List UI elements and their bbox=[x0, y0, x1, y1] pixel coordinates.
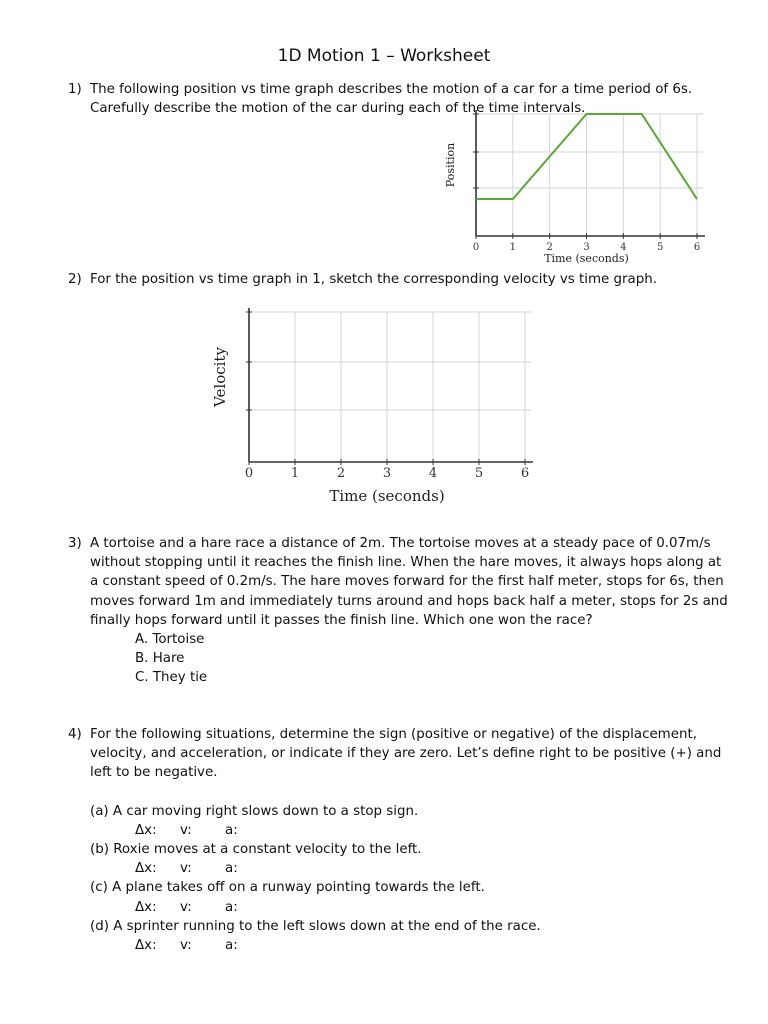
question-text: The following position vs time graph describes the motion of a car for a time period of 6s. Carefully describe the motion of the car during each of the time intervals. bbox=[90, 82, 693, 117]
answer-row-a bbox=[135, 821, 728, 840]
question-number: 3) bbox=[68, 536, 82, 551]
answer-option-c: C. They tie bbox=[135, 670, 208, 686]
x-tick-label: 4 bbox=[428, 466, 438, 481]
velocity-label: v: bbox=[180, 899, 192, 915]
x-tick-label: 5 bbox=[656, 242, 664, 253]
x-axis-label: Time (seconds) bbox=[329, 487, 445, 505]
acceleration-label: a: bbox=[225, 899, 238, 915]
acceleration-label: a: bbox=[225, 861, 238, 877]
displacement-label: Δx: bbox=[135, 938, 157, 954]
displacement-label: Δx: bbox=[135, 861, 157, 877]
velocity-label: v: bbox=[180, 861, 192, 877]
x-tick-label: 2 bbox=[336, 466, 346, 481]
situation-a: (a) A car moving right slows down to a stop sign. bbox=[90, 803, 419, 819]
displacement-label: Δx: bbox=[135, 822, 157, 838]
x-tick-label: 1 bbox=[290, 466, 300, 481]
situation-b: (b) Roxie moves at a constant velocity to the left. bbox=[90, 842, 422, 858]
question-text: A tortoise and a hare race a distance of 2m. The tortoise moves at a steady pace of 0.07m/s without stopping until it reaches the finish line. When the hare moves, it always hops along at a constant speed of 0.2m/s. The hare moves forward for the first half meter, stops for 6s, then moves forward 1m and immediately turns around and hops back half a meter, stops for 2s and finally hops forward until it passes the finish line. Which one won the race? bbox=[90, 536, 728, 628]
answer-row-b bbox=[135, 859, 728, 878]
x-tick-label: 4 bbox=[620, 242, 627, 253]
x-tick-label: 2 bbox=[546, 242, 553, 253]
x-tick-label: 5 bbox=[474, 466, 484, 481]
question-number: 2) bbox=[68, 272, 82, 287]
question-text: For the position vs time graph in 1, sketch the corresponding velocity vs time graph. bbox=[90, 272, 658, 287]
x-tick-label: 3 bbox=[583, 242, 590, 253]
question-text: For the following situations, determine the sign (positive or negative) of the displacement, velocity, and acceleration, or indicate if they are zero. Let’s define right to be positive (+) and left to be negative. bbox=[90, 727, 722, 781]
velocity-label: v: bbox=[180, 822, 192, 838]
y-axis-label: Position bbox=[444, 142, 457, 188]
answer-option-a: A. Tortoise bbox=[135, 632, 205, 648]
question-number: 4) bbox=[68, 727, 82, 742]
answer-row-c bbox=[135, 898, 728, 917]
question-2 bbox=[68, 270, 728, 289]
x-tick-label: 6 bbox=[693, 242, 701, 253]
question-number: 1) bbox=[68, 82, 82, 97]
worksheet-title: 1D Motion 1 – Worksheet bbox=[277, 46, 491, 66]
x-tick-label: 3 bbox=[382, 466, 392, 481]
y-axis-label: Velocity bbox=[211, 347, 229, 407]
displacement-label: Δx: bbox=[135, 899, 157, 915]
acceleration-label: a: bbox=[225, 938, 238, 954]
x-tick-label: 6 bbox=[520, 466, 530, 481]
answer-row-d bbox=[135, 936, 728, 955]
velocity-label: v: bbox=[180, 938, 192, 954]
x-tick-label: 0 bbox=[244, 466, 254, 481]
answer-option-b: B. Hare bbox=[135, 651, 185, 667]
x-tick-label: 1 bbox=[509, 242, 517, 253]
x-tick-label: 0 bbox=[472, 242, 480, 253]
velocity-time-chart bbox=[205, 300, 545, 510]
position-time-chart bbox=[438, 108, 728, 268]
situation-d: (d) A sprinter running to the left slows down at the end of the race. bbox=[90, 918, 541, 934]
question-3 bbox=[68, 534, 728, 688]
x-axis-label: Time (seconds) bbox=[544, 252, 629, 265]
acceleration-label: a: bbox=[225, 822, 238, 838]
question-4 bbox=[68, 725, 728, 955]
situation-c: (c) A plane takes off on a runway pointing towards the left. bbox=[90, 880, 485, 896]
